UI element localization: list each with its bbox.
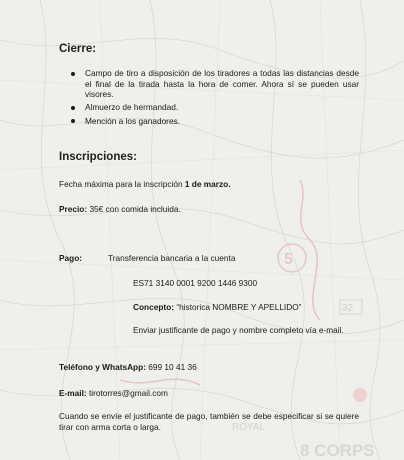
- concepto-value: “historica NOMBRE Y APELLIDO”: [174, 302, 302, 312]
- email-value: tirotorres@gmail.com: [86, 388, 168, 398]
- telefono-label: Teléfono y WhatsApp:: [59, 362, 146, 372]
- telefono-value: 699 10 41 36: [145, 362, 197, 372]
- pago-label: Pago:: [59, 253, 83, 263]
- telefono-paragraph: [59, 362, 359, 373]
- precio-paragraph: [59, 204, 359, 215]
- map-label-royal: ROYAL: [232, 422, 266, 433]
- email-paragraph: [59, 388, 359, 399]
- bullet-icon: [71, 72, 75, 76]
- map-label-5: 5: [284, 251, 293, 268]
- list-item: Campo de tiro a disposición de los tiradores a todas las distancias desde el final de la tirada hasta la hora de comer. Ahora sí se pueden usar visores.: [59, 68, 359, 100]
- bullet-icon: [71, 119, 75, 123]
- precio-label: Precio:: [59, 204, 88, 214]
- precio-value: 35€ con comida incluida.: [87, 204, 181, 214]
- cierre-heading: Cierre:: [59, 43, 97, 55]
- bullet-icon: [71, 106, 75, 110]
- cierre-list: [59, 68, 359, 129]
- email-label: E-mail:: [59, 388, 87, 398]
- map-label-32: 32: [342, 303, 354, 314]
- list-item: Almuerzo de hermandad.: [59, 102, 359, 113]
- enviar-paragraph: Enviar justificante de pago y nombre completo vía e-mail.: [133, 325, 344, 335]
- iban: ES71 3140 0001 9200 1446 9300: [133, 278, 258, 288]
- fecha-paragraph: Fecha máxima para la inscripción 1 de marzo.: [59, 179, 231, 189]
- list-item: Mención a los ganadores.: [59, 116, 359, 127]
- inscripciones-heading: Inscripciones:: [59, 151, 137, 163]
- nota-paragraph: Cuando se envíe el justificante de pago, también se debe especificar si se quiere tirar con arma corta o larga.: [59, 411, 359, 432]
- concepto-label: Concepto:: [133, 302, 175, 312]
- concepto-paragraph: [133, 302, 359, 313]
- fecha-value: 1 de marzo.: [184, 179, 231, 189]
- map-label-corps: 8 CORPS: [300, 441, 375, 460]
- pago-method: Transferencia bancaria a la cuenta: [108, 253, 236, 263]
